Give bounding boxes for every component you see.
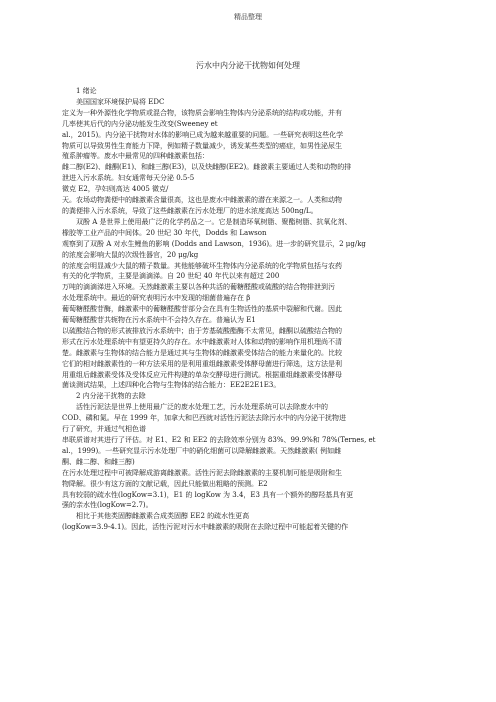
text-line: 串联质谱对其进行了评估。对 E1、E2 和 EE2 的去除效率分别为 83%、99.9%和 78%(Ternes, et [62, 436, 376, 444]
text-line: 物降解。很少有这方面的文献记载，因此只能做出粗略的预测。E2 [62, 479, 268, 488]
text-line: 强的亲水性(logKow=2.7)。 [62, 501, 153, 510]
text-line: 的粪便排入污水系统，导致了这些雌激素在污水处理厂的进水浓度高达 500ng/L。 [62, 206, 318, 215]
text-line: 楚。雌激素与生物体的结合能力是通过其与生物体的雌激素受体结合的能力来量化的。比较 [62, 348, 342, 357]
text-line: COD、磷和氮。早在 1999 年，加拿大和巴西就对活性污泥法去除污水中的内分泌干扰物进 [62, 414, 346, 423]
text-line: 相比于其他类固醇雌激素合成类固醇 EE2 的疏水性更高 [76, 512, 250, 521]
text-line: 行了研究，并通过气相色谱 [62, 425, 146, 434]
text-line: 雌二醇(E2)、雌酮(E1)、和雌三醇(E3)，以及炔雌醇(EE2)。雌激素主要通过人类和动物的排 [62, 163, 352, 172]
text-line: 葡萄糖醛酸苷共轭物在污水系统中不会持久存在。普遍认为 E1 [62, 316, 256, 325]
text-line: al.，1999)。一些研究显示污水处理厂中的硝化细菌可以降解雌激素。天然雌激素( 例如雌 [62, 446, 342, 455]
text-line: (logKow=3.9-4.1)。因此，活性污泥对污水中雌激素的吸附在去除过程中可能起着关键的作 [62, 523, 349, 532]
text-line: 泄进入污水系统。妇女通常每天分泌 0.5-5 [62, 174, 195, 183]
text-line: 水处理系统中。最近的研究表明污水中发现的细菌普遍存在 β [62, 294, 251, 303]
text-line: 1 绪论 [76, 87, 97, 95]
text-line: 有关的化学物质，主要是滴滴涕。自 20 世纪 40 年代以来有超过 200 [62, 272, 280, 281]
text-line: 的浓度会明显减少大鼠的精子数量。其他能够破坏生物体内分泌系统的化学物质包括与农药 [62, 261, 342, 270]
text-line: al.，2015)。内分泌干扰物对水体的影响已成为越来越重要的问题。一些研究表明这些化学 [62, 130, 344, 139]
text-line: 万吨的滴滴涕进入环境。天然雌激素主要以各种共活的葡糖醛酸或硫酸的结合物排泄到污 [62, 283, 335, 292]
text-line: 葡萄糖醛酸苷酶，雌激素中的葡糖醛酸苷部分会在具有生物活性的基质中裂解和代谢。因此 [62, 305, 342, 314]
text-line: 微克 E2，孕妇则高达 4005 微克/ [62, 185, 169, 194]
text-line: 殖系肿瘤等。废水中最常见的四种雌激素包括： [62, 152, 209, 161]
text-line: 几率使其后代的内分泌功能发生改变(Sweeney et [62, 119, 218, 128]
text-line: 它们的相对雌激素性的一种方法采用的是利用重组雌激素受体酵母菌进行筛选，这方法是利 [62, 359, 342, 368]
text-line: 菌谈测试结果，上述四种化合物与生物体的结合能力：EE2E2E1E3。 [62, 381, 281, 390]
text-line: 形式在污水处理系统中有望更持久的存在。水中雌激素对人体和动物的影响作用机理尚不清 [62, 337, 342, 346]
text-line: 美国国家环境保护局将 EDC [76, 97, 165, 106]
document-title: 污水中内分泌干扰物如何处理 [196, 61, 300, 70]
text-line: 用重组后雌激素受体及受体反应元件构建的单杂交酵母进行测试。根据重组雌激素受体酵母 [62, 370, 342, 379]
page-header: 精品整理 [234, 13, 262, 21]
text-line: 2 内分泌干扰物的去除 [76, 392, 146, 401]
text-line: 双酚 A 是世界上使用最广泛的化学药品之一。它是制造环氧树脂、聚酯树脂、抗氧化剂、 [76, 217, 352, 226]
text-line: 的浓度会影响大鼠的次级性器官，20 μg/kg [62, 250, 199, 259]
text-line: 具有较弱的疏水性(logKow=3.1)，E1 的 logKow 为 3.4，E3 具有一个额外的醇羟基具有更 [62, 490, 354, 499]
text-line: 物质可以导致男性生育能力下降，例如精子数量减少，诱发某些类型的癌症，如男性泌尿生 [62, 141, 342, 150]
text-line: 以硫酸结合物的形式被排放污水系统中；由于芳基硫酸酯酶不太常见，雌酮以硫酸结合物的 [62, 326, 342, 335]
text-line: 在污水处理过程中可被降解成游离雌激素。活性污泥去除雌激素的主要机制可能是吸附和生 [62, 468, 342, 477]
text-line: 橡胶等工业产品的中间体。20 世纪 30 年代，Dodds 和 Lawson [62, 228, 267, 237]
text-line: 天。农场动物粪便中的雌激素含量很高，这也是废水中雌激素的潜在来源之一。人类和动物 [62, 196, 342, 205]
document-body [62, 86, 438, 533]
text-line: 活性污泥法是世界上使用最广泛的废水处理工艺，污水处理系统可以去除废水中的 [76, 403, 328, 412]
text-line: 酮、雌二醇、和雌三醇) [62, 457, 135, 466]
text-line: 观察到了双酚 A 对水生鲤鱼的影响 (Dodds and Lawson，1936)。进一步的研究显示，2 μg/kg [62, 239, 366, 248]
text-line: 定义为一种外源性化学物质或混合物，该物质会影响生物体内分泌系统的结构或功能，并有 [62, 108, 342, 117]
